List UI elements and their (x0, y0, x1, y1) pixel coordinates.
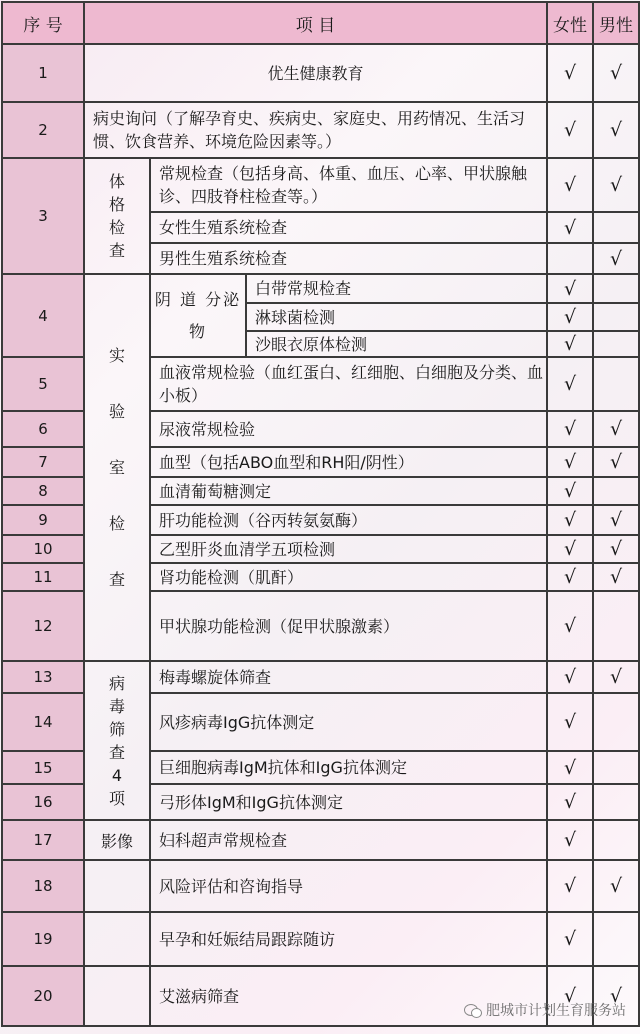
female-check: √ (547, 158, 593, 212)
item-text: 妇科超声常规检查 (150, 820, 547, 860)
item-text: 沙眼衣原体检测 (246, 331, 547, 357)
row-number: 10 (2, 535, 84, 563)
category-virus (84, 661, 150, 820)
category-physical (84, 158, 150, 274)
item-text: 血型（包括ABO血型和RH阳/阴性） (150, 447, 547, 477)
male-check: √ (593, 158, 639, 212)
male-check (593, 357, 639, 411)
row-number: 5 (2, 357, 84, 411)
item-text: 乙型肝炎血清学五项检测 (150, 535, 547, 563)
item-text: 男性生殖系统检查 (150, 243, 547, 274)
female-check: √ (547, 693, 593, 751)
female-check: √ (547, 447, 593, 477)
item-text: 风疹病毒IgG抗体测定 (150, 693, 547, 751)
item-text: 白带常规检查 (246, 274, 547, 303)
row-number: 18 (2, 860, 84, 912)
row-number: 9 (2, 505, 84, 535)
item-text: 艾滋病筛查 (150, 966, 547, 1026)
item-text: 巨细胞病毒IgM抗体和IgG抗体测定 (150, 751, 547, 784)
table-row (2, 44, 639, 102)
female-check: √ (547, 751, 593, 784)
female-check: √ (547, 860, 593, 912)
watermark-text: 肥城市计划生育服务站 (486, 1003, 626, 1019)
male-check: √ (593, 505, 639, 535)
item-text: 肝功能检测（谷丙转氨氨酶） (150, 505, 547, 535)
item-text: 血清葡萄糖测定 (150, 477, 547, 505)
male-check: √ (593, 563, 639, 591)
category-empty (84, 912, 150, 966)
female-check: √ (547, 912, 593, 966)
item-text: 风险评估和咨询指导 (150, 860, 547, 912)
category-virus-label: 病毒筛查4项 (108, 673, 125, 808)
table-row (2, 158, 639, 212)
header-row (2, 2, 639, 44)
male-check (593, 693, 639, 751)
female-check: √ (547, 357, 593, 411)
category-physical-label: 体格检查 (108, 172, 125, 260)
table-row (2, 820, 639, 860)
male-check: √ (593, 966, 639, 1026)
female-check: √ (547, 303, 593, 331)
male-check: √ (593, 44, 639, 102)
table-row (2, 912, 639, 966)
item-text: 早孕和妊娠结局跟踪随访 (150, 912, 547, 966)
female-check: √ (547, 411, 593, 447)
female-check: √ (547, 591, 593, 661)
female-check: √ (547, 331, 593, 357)
header-no: 序 号 (2, 2, 84, 44)
row-number: 6 (2, 411, 84, 447)
row-number: 12 (2, 591, 84, 661)
watermark (464, 1000, 626, 1020)
item-text: 淋球菌检测 (246, 303, 547, 331)
subcategory-vaginal-label: 阴 道 分泌物 (154, 289, 242, 341)
wechat-icon (464, 1003, 482, 1017)
female-check: √ (547, 212, 593, 243)
row-number: 20 (2, 966, 84, 1026)
table-row (2, 860, 639, 912)
row-number: 1 (2, 44, 84, 102)
subcategory-vaginal (150, 274, 246, 357)
female-check: √ (547, 661, 593, 693)
male-check (593, 591, 639, 661)
male-check (593, 303, 639, 331)
row-number: 17 (2, 820, 84, 860)
male-check (593, 274, 639, 303)
male-check: √ (593, 535, 639, 563)
male-check: √ (593, 661, 639, 693)
row-number: 11 (2, 563, 84, 591)
table-row (2, 661, 639, 693)
male-check: √ (593, 102, 639, 158)
category-lab (84, 274, 150, 661)
male-check: √ (593, 447, 639, 477)
female-check: √ (547, 820, 593, 860)
table-row (2, 274, 639, 303)
row-number: 4 (2, 274, 84, 357)
item-text: 肾功能检测（肌酐） (150, 563, 547, 591)
item-text: 甲状腺功能检测（促甲状腺激素） (150, 591, 547, 661)
male-check (593, 212, 639, 243)
category-lab-label: 实验室检查 (108, 345, 125, 589)
row-number: 3 (2, 158, 84, 274)
female-check: √ (547, 784, 593, 820)
row-number: 19 (2, 912, 84, 966)
item-text: 病史询问（了解孕育史、疾病史、家庭史、用药情况、生活习惯、饮食营养、环境危险因素等。） (84, 102, 547, 158)
male-check (593, 784, 639, 820)
item-text: 弓形体IgM和IgG抗体测定 (150, 784, 547, 820)
male-check: √ (593, 411, 639, 447)
header-female: 女性 (547, 2, 593, 44)
item-text: 尿液常规检验 (150, 411, 547, 447)
male-check (593, 331, 639, 357)
female-check: √ (547, 563, 593, 591)
category-empty (84, 966, 150, 1026)
checkup-items-table (1, 1, 640, 1027)
male-check (593, 820, 639, 860)
female-check: √ (547, 535, 593, 563)
male-check (593, 912, 639, 966)
row-number: 14 (2, 693, 84, 751)
female-check: √ (547, 477, 593, 505)
header-male: 男性 (593, 2, 639, 44)
row-number: 2 (2, 102, 84, 158)
male-check (593, 477, 639, 505)
male-check: √ (593, 243, 639, 274)
header-item: 项 目 (84, 2, 547, 44)
female-check: √ (547, 274, 593, 303)
item-text: 血液常规检验（血红蛋白、红细胞、白细胞及分类、血小板） (150, 357, 547, 411)
row-number: 15 (2, 751, 84, 784)
table-row (2, 102, 639, 158)
category-imaging: 影像 (84, 820, 150, 860)
item-text: 梅毒螺旋体筛查 (150, 661, 547, 693)
male-check (593, 751, 639, 784)
item-text: 女性生殖系统检查 (150, 212, 547, 243)
item-text: 常规检查（包括身高、体重、血压、心率、甲状腺触诊、四肢脊柱检查等。） (150, 158, 547, 212)
category-empty (84, 860, 150, 912)
female-check: √ (547, 44, 593, 102)
female-check: √ (547, 966, 593, 1026)
row-number: 7 (2, 447, 84, 477)
item-text: 优生健康教育 (84, 44, 547, 102)
row-number: 8 (2, 477, 84, 505)
male-check: √ (593, 860, 639, 912)
row-number: 13 (2, 661, 84, 693)
female-check: √ (547, 505, 593, 535)
row-number: 16 (2, 784, 84, 820)
female-check (547, 243, 593, 274)
female-check: √ (547, 102, 593, 158)
